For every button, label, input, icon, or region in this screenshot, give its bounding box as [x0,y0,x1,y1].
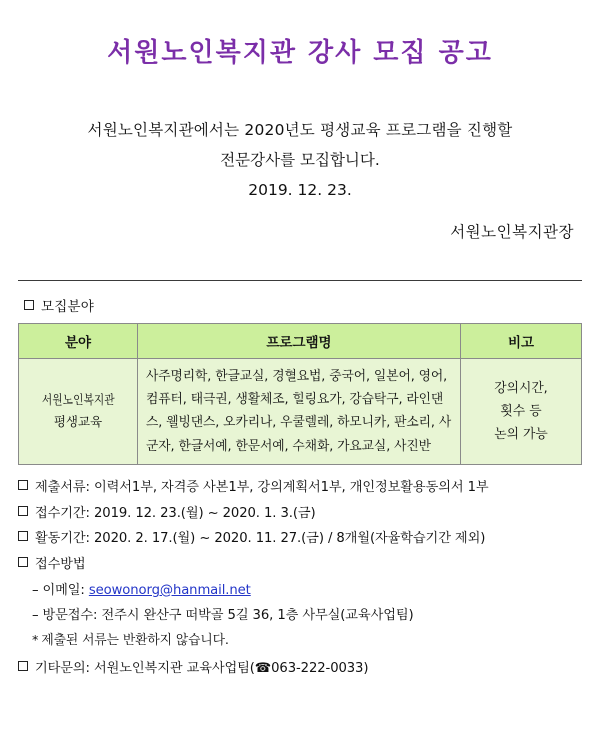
sub-detail-label-visit: 방문접수: [42,608,98,624]
detail-item-activity-period [18,526,582,552]
intro-date: 2019. 12. 23. [248,181,352,200]
checkbox-square-icon [18,557,28,567]
detail-value-documents: 이력서1부, 자격증 사본1부, 강의계획서1부, 개인정보활용동의서 1부 [94,479,489,495]
table-header [19,323,582,358]
intro-paragraph [18,115,582,206]
detail-label-application-method: 접수방법 [35,556,86,572]
intro-line-2: 전문강사를 모집합니다. [220,151,380,170]
table-body [19,358,582,464]
sub-detail-item-email [32,578,582,604]
dash-bullet-icon: – [32,608,39,624]
document-page [0,32,600,747]
field-line-1: 서원노인복지관 [41,392,115,408]
detail-value-activity-period: 2020. 2. 17.(월) ~ 2020. 11. 27.(금) / 8개월(자율학습기간 제외) [94,531,486,547]
field-line-2: 평생교육 [53,414,103,430]
page-title: 서원노인복지관 강사 모집 공고 [107,38,493,68]
sub-detail-label-email: 이메일: [42,582,85,598]
table-cell-remark [461,358,582,464]
detail-value-inquiry: 서원노인복지관 교육사업팀(☎063-222-0033) [94,661,369,677]
checkbox-square-icon [24,300,34,310]
signature: 서원노인복지관장 [450,222,574,241]
table-cell-field [19,358,138,464]
section-heading-label: 모집분야 [41,298,94,315]
checkbox-square-icon [18,661,28,671]
table-header-remark: 비고 [461,323,582,358]
checkbox-square-icon [18,480,28,490]
detail-label-inquiry: 기타문의: [35,661,90,677]
intro-line-1: 서원노인복지관에서는 2020년도 평생교육 프로그램을 진행할 [87,121,513,139]
detail-item-inquiry [18,656,582,682]
detail-item-application-period [18,501,582,527]
table-header-field: 분야 [19,323,138,358]
details-list [18,475,582,682]
detail-item-documents [18,475,582,501]
remark-line-2: 횟수 등 [500,403,542,419]
detail-value-application-period: 2019. 12. 23.(월) ~ 2020. 1. 3.(금) [94,505,316,521]
detail-label-application-period: 접수기간: [35,505,90,521]
recruit-table [18,323,582,465]
email-link[interactable]: seowonorg@hanmail.net [88,582,251,598]
detail-label-activity-period: 활동기간: [35,531,90,547]
horizontal-divider [18,280,582,281]
detail-label-documents: 제출서류: [35,479,90,495]
note-text: 제출된 서류는 반환하지 않습니다. [41,633,229,649]
detail-item-application-method [18,552,582,578]
sub-detail-item-visit [32,603,582,629]
note-return-policy [32,629,582,654]
table-header-program: 프로그램명 [138,323,461,358]
table-cell-program: 사주명리학, 한글교실, 경혈요법, 중국어, 일본어, 영어, 컴퓨터, 태극권, 생활체조, 힐링요가, 강습탁구, 라인댄스, 웰빙댄스, 오카리나, 우쿨렐레, 하모니카, 판소리, 사군자, 한글서예, 한문서예, 수채화, 가요교실, 사진반 [138,358,461,464]
checkbox-square-icon [18,531,28,541]
section-heading-recruit-field [24,295,582,315]
remark-line-1: 강의시간, [494,380,548,396]
sub-detail-value-visit: 전주시 완산구 떠박골 5길 36, 1층 사무실(교육사업팀) [101,608,414,624]
dash-bullet-icon: – [32,582,39,598]
asterisk-icon: * [32,633,39,649]
checkbox-square-icon [18,506,28,516]
remark-line-3: 논의 가능 [494,426,548,442]
table-row [19,358,582,464]
table-header-row [19,323,582,358]
